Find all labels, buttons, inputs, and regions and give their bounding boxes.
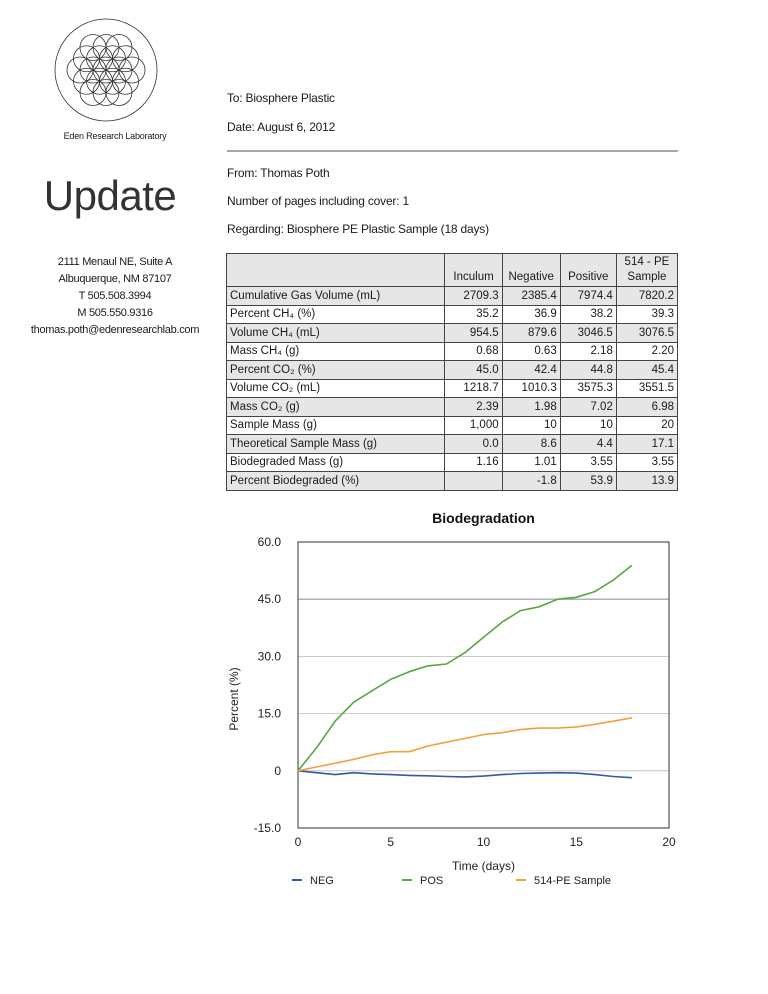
legend-label: 514-PE Sample	[534, 875, 612, 887]
table-cell: 10	[560, 416, 616, 435]
row-label: Volume CH₄ (mL)	[227, 324, 445, 343]
table-cell: 7974.4	[560, 287, 616, 306]
row-label: Mass CH₄ (g)	[227, 342, 445, 361]
table-row	[227, 472, 678, 491]
table-cell: 20	[616, 416, 677, 435]
table-cell: 4.4	[560, 435, 616, 454]
x-tick-label: 15	[569, 835, 583, 849]
flower-of-life-logo	[52, 16, 160, 124]
series-line-neg	[298, 771, 632, 778]
plot-frame	[298, 542, 669, 828]
chart-title: Biodegradation	[432, 510, 535, 526]
memo-pages: Number of pages including cover: 1	[227, 194, 409, 208]
email-address[interactable]: thomas.poth@edenresearchlab.com	[30, 324, 200, 336]
y-tick-label: 15.0	[257, 706, 281, 721]
table-row	[227, 361, 678, 380]
table-cell: 1218.7	[445, 379, 502, 398]
table-cell: 45.0	[445, 361, 502, 380]
table-cell: 3551.5	[616, 379, 677, 398]
column-header	[227, 254, 445, 287]
table-cell: 2709.3	[445, 287, 502, 306]
table-cell: 35.2	[445, 305, 502, 324]
column-header: Negative	[502, 254, 560, 287]
row-label: Percent CO₂ (%)	[227, 361, 445, 380]
legend-label: POS	[420, 875, 444, 887]
document-title: Update	[43, 172, 177, 219]
table-row	[227, 435, 678, 454]
table-cell: 7820.2	[616, 287, 677, 306]
table-row	[227, 342, 678, 361]
table-cell: 53.9	[560, 472, 616, 491]
row-label: Percent CH₄ (%)	[227, 305, 445, 324]
table-row	[227, 305, 678, 324]
y-tick-label: 45.0	[257, 592, 281, 607]
memo-from: From: Thomas Poth	[227, 166, 330, 180]
series-line-pos	[298, 565, 632, 771]
y-axis-label: Percent (%)	[227, 667, 241, 731]
table-row	[227, 287, 678, 306]
table-cell: 0.0	[445, 435, 502, 454]
table-cell: 2.18	[560, 342, 616, 361]
table-cell: 3046.5	[560, 324, 616, 343]
address-line-1: 2111 Menaul NE, Suite A	[57, 256, 173, 268]
table-cell: 8.6	[502, 435, 560, 454]
results-table	[226, 253, 678, 491]
table-cell: 1,000	[445, 416, 502, 435]
table-cell: 3575.3	[560, 379, 616, 398]
table-row	[227, 324, 678, 343]
table-cell: 3.55	[560, 453, 616, 472]
table-cell: 6.98	[616, 398, 677, 417]
legend-label: NEG	[310, 875, 334, 887]
column-header: Positive	[560, 254, 616, 287]
x-tick-label: 5	[387, 835, 395, 849]
table-cell: 39.3	[616, 305, 677, 324]
table-cell: 3076.5	[616, 324, 677, 343]
column-header: 514 - PE Sample	[616, 254, 677, 287]
memo-date: Date: August 6, 2012	[227, 120, 336, 134]
memo-regarding: Regarding: Biosphere PE Plastic Sample (18 days)	[227, 222, 489, 236]
column-header: Inculum	[445, 254, 502, 287]
table-cell: 0.68	[445, 342, 502, 361]
phone-number: T 505.508.3994	[78, 290, 152, 302]
table-cell: 2385.4	[502, 287, 560, 306]
address-line-2: Albuquerque, NM 87107	[58, 273, 172, 285]
table-row	[227, 398, 678, 417]
series-line-514-pe-sample	[298, 718, 632, 771]
table-cell: 879.6	[502, 324, 560, 343]
table-cell	[445, 472, 502, 491]
row-label: Theoretical Sample Mass (g)	[227, 435, 445, 454]
y-tick-label: 30.0	[257, 649, 281, 664]
table-cell: 2.39	[445, 398, 502, 417]
row-label: Sample Mass (g)	[227, 416, 445, 435]
y-tick-label: 0	[274, 763, 281, 778]
table-cell: 1.98	[502, 398, 560, 417]
memo-to: To: Biosphere Plastic	[227, 91, 335, 105]
x-axis-label: Time (days)	[452, 859, 515, 873]
row-label: Mass CO₂ (g)	[227, 398, 445, 417]
table-cell: 45.4	[616, 361, 677, 380]
table-cell: 17.1	[616, 435, 677, 454]
row-label: Volume CO₂ (mL)	[227, 379, 445, 398]
contact-address	[8, 254, 222, 339]
x-tick-label: 20	[662, 835, 676, 849]
table-row	[227, 416, 678, 435]
x-tick-label: 10	[476, 835, 491, 849]
row-label: Percent Biodegraded (%)	[227, 472, 445, 491]
table-cell: 3.55	[616, 453, 677, 472]
y-tick-label: 60.0	[257, 535, 281, 549]
table-row	[227, 453, 678, 472]
row-label: Biodegraded Mass (g)	[227, 453, 445, 472]
x-tick-label: 0	[294, 835, 302, 849]
table-cell: -1.8	[502, 472, 560, 491]
table-cell: 10	[502, 416, 560, 435]
table-cell: 36.9	[502, 305, 560, 324]
table-cell: 38.2	[560, 305, 616, 324]
table-header-row	[227, 254, 678, 287]
table-cell: 1010.3	[502, 379, 560, 398]
table-cell: 7.02	[560, 398, 616, 417]
table-cell: 954.5	[445, 324, 502, 343]
row-label: Cumulative Gas Volume (mL)	[227, 287, 445, 306]
table-cell: 1.16	[445, 453, 502, 472]
lab-name: Eden Research Laboratory	[63, 131, 167, 141]
table-cell: 13.9	[616, 472, 677, 491]
table-cell: 1.01	[502, 453, 560, 472]
table-cell: 42.4	[502, 361, 560, 380]
table-cell: 2.20	[616, 342, 677, 361]
header-divider	[227, 150, 678, 152]
table-cell: 0.63	[502, 342, 560, 361]
table-row	[227, 379, 678, 398]
mobile-number: M 505.550.9316	[77, 307, 153, 319]
table-cell: 44.8	[560, 361, 616, 380]
biodegradation-chart	[214, 505, 690, 895]
y-tick-label: -15.0	[253, 821, 281, 835]
